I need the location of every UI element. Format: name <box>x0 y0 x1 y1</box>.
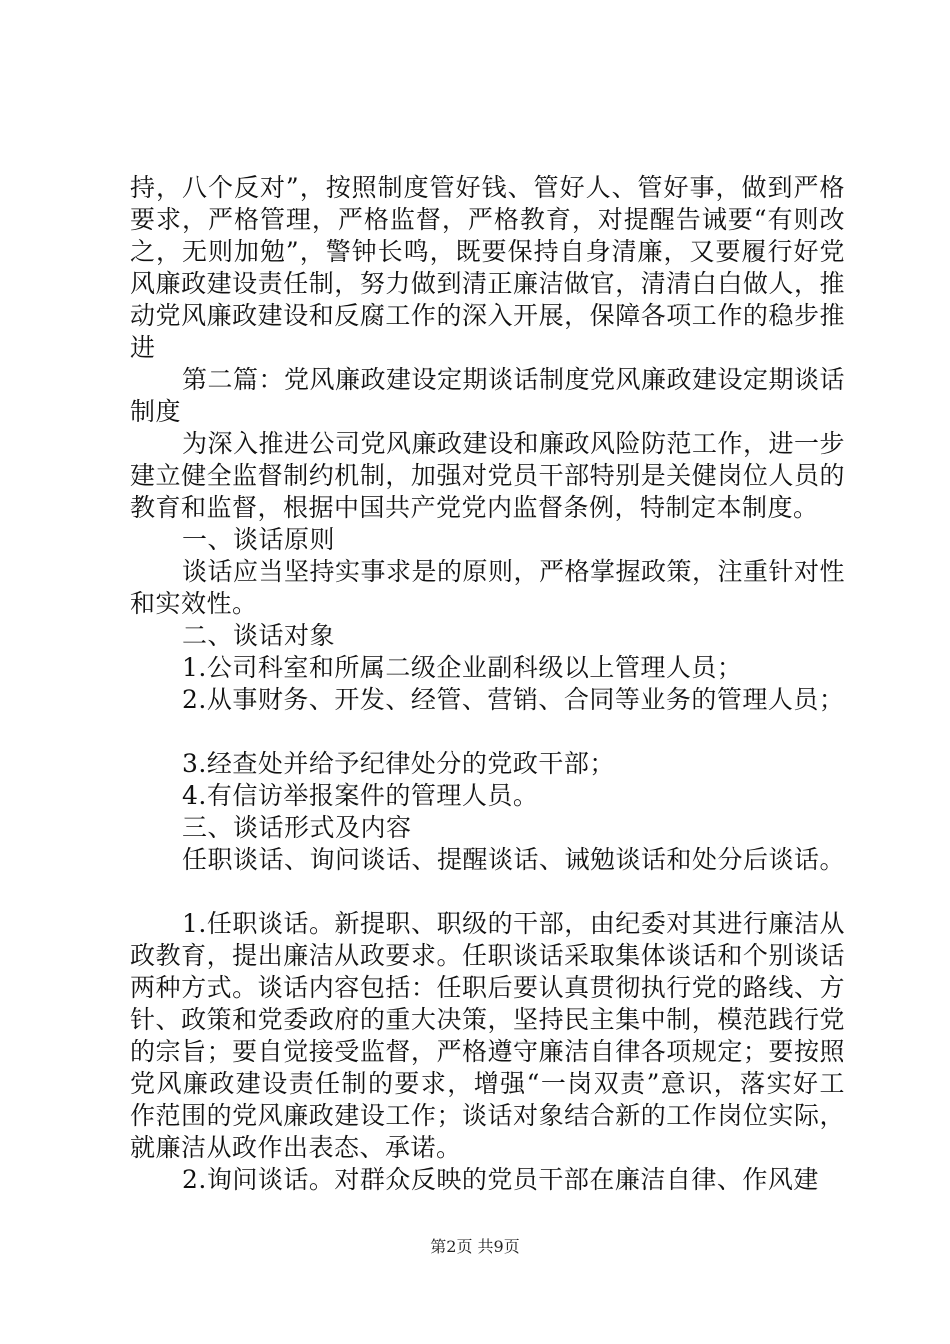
heading-talk-forms: 三、谈话形式及内容 <box>182 813 412 842</box>
paragraph-talk-principles: 谈话应当坚持实事求是的原则，严格掌握政策，注重针对性和实效性。 <box>130 557 846 618</box>
page-footer: 第2页 共9页 <box>430 1237 520 1256</box>
paragraph-inquiry-talk: 2.询问谈话。对群众反映的党员干部在廉洁自律、作风建 <box>182 1165 819 1194</box>
heading-talk-principles: 一、谈话原则 <box>182 525 336 554</box>
heading-talk-targets: 二、谈话对象 <box>182 621 336 650</box>
paragraph-continuation: 持，八个反对”，按照制度管好钱、管好人、管好事，做到严格要求，严格管理，严格监督，严格教育，对提醒告诫要“有则改之，无则加勉”，警钟长鸣，既要保持自身清廉，又要履行好党风廉政建设责任制，努力做到清正廉洁做官，清清白白做人，推动党风廉政建设和反腐工作的深入开展，保障各项工作的稳步推进 <box>130 173 845 362</box>
document-body <box>130 172 845 1196</box>
paragraph-appointment-talk: 1.任职谈话。新提职、职级的干部，由纪委对其进行廉洁从政教育，提出廉洁从政要求。任职谈话采取集体谈话和个别谈话两种方式。谈话内容包括：任职后要认真贯彻执行党的路线、方针、政策和党委政府的重大决策，坚持民主集中制，模范践行党的宗旨；要自觉接受监督，严格遵守廉洁自律各项规定；要按照党风廉政建设责任制的要求，增强“一岗双责”意识，落实好工作范围的党风廉政建设工作；谈话对象结合新的工作岗位实际，就廉洁从政作出表态、承诺。 <box>130 909 845 1162</box>
list-item-target-2: 2.从事财务、开发、经管、营销、合同等业务的管理人员； <box>182 685 845 714</box>
paragraph-spacer <box>130 876 845 908</box>
list-item-target-4: 4.有信访举报案件的管理人员。 <box>182 781 539 810</box>
list-item-target-1: 1.公司科室和所属二级企业副科级以上管理人员； <box>182 653 743 682</box>
list-item-target-3: 3.经查处并给予纪律处分的党政干部； <box>182 749 615 778</box>
paragraph-intro: 为深入推进公司党风廉政建设和廉政风险防范工作，进一步建立健全监督制约机制，加强对党员干部特别是关健岗位人员的教育和监督，根据中国共产党党内监督条例，特制定本制度。 <box>130 429 846 522</box>
paragraph-spacer <box>130 716 845 748</box>
paragraph-talk-forms: 任职谈话、询问谈话、提醒谈话、诫勉谈话和处分后谈话。 <box>182 845 846 874</box>
section-title-chapter-two: 第二篇：党风廉政建设定期谈话制度党风廉政建设定期谈话制度 <box>130 365 846 426</box>
